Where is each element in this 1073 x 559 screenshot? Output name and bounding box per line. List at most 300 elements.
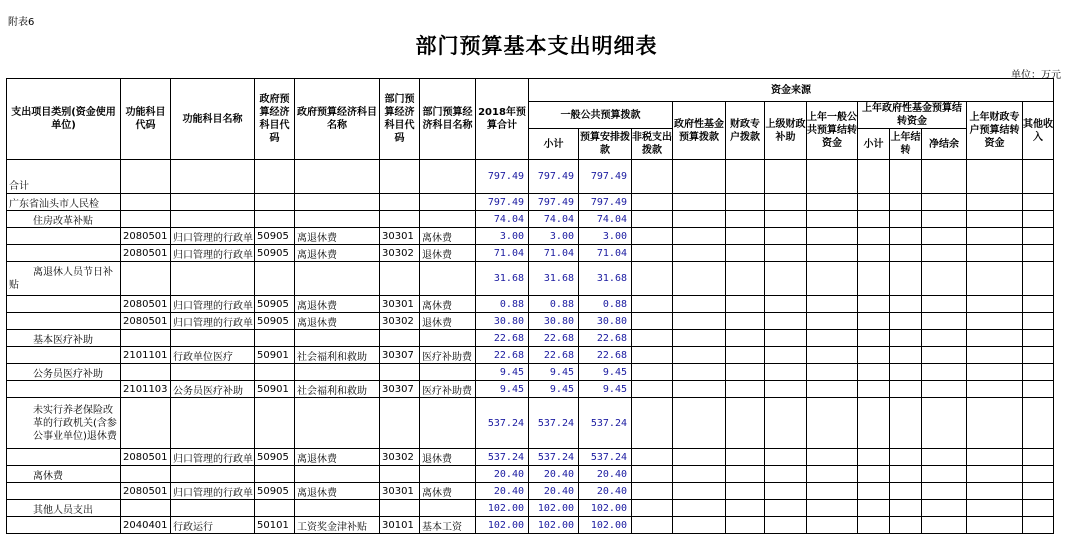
empty-cell bbox=[673, 262, 726, 296]
cell-budget-total: 31.68 bbox=[476, 262, 529, 296]
empty-cell bbox=[765, 228, 807, 245]
cell-category: 基本医疗补助 bbox=[7, 330, 121, 347]
empty-cell bbox=[807, 245, 858, 262]
empty-cell bbox=[765, 330, 807, 347]
cell-budget-total: 0.88 bbox=[476, 296, 529, 313]
cell-function-code bbox=[121, 194, 171, 211]
header-prev-special: 上年财政专户预算结转资金 bbox=[967, 102, 1023, 160]
empty-cell bbox=[890, 262, 922, 296]
cell-general-subtotal: 537.24 bbox=[529, 449, 579, 466]
empty-cell bbox=[967, 211, 1023, 228]
cell-budget-total: 102.00 bbox=[476, 500, 529, 517]
cell-gov-econ-code bbox=[255, 194, 295, 211]
cell-category bbox=[7, 228, 121, 245]
cell-gov-econ-name bbox=[295, 398, 380, 449]
empty-cell bbox=[967, 398, 1023, 449]
cell-function-code bbox=[121, 466, 171, 483]
header-general-subtotal: 小计 bbox=[529, 129, 579, 160]
empty-cell bbox=[858, 296, 890, 313]
cell-gov-econ-name: 社会福利和救助 bbox=[295, 347, 380, 364]
header-prev-general: 上年一般公共预算结转资金 bbox=[807, 102, 858, 160]
cell-gov-econ-name: 离退休费 bbox=[295, 228, 380, 245]
cell-dept-econ-name bbox=[420, 364, 476, 381]
table-row bbox=[7, 160, 1054, 194]
empty-cell bbox=[632, 364, 673, 381]
cell-general-alloc: 74.04 bbox=[579, 211, 632, 228]
empty-cell bbox=[890, 245, 922, 262]
cell-dept-econ-name bbox=[420, 330, 476, 347]
cell-dept-econ-code bbox=[380, 262, 420, 296]
empty-cell bbox=[807, 194, 858, 211]
empty-cell bbox=[632, 228, 673, 245]
empty-cell bbox=[858, 381, 890, 398]
empty-cell bbox=[765, 262, 807, 296]
cell-function-name: 归口管理的行政单 bbox=[171, 483, 255, 500]
cell-budget-total: 22.68 bbox=[476, 347, 529, 364]
empty-cell bbox=[807, 296, 858, 313]
cell-gov-econ-name: 离退休费 bbox=[295, 296, 380, 313]
empty-cell bbox=[807, 517, 858, 534]
cell-dept-econ-code bbox=[380, 211, 420, 228]
empty-cell bbox=[726, 364, 765, 381]
cell-function-code: 2101101 bbox=[121, 347, 171, 364]
empty-cell bbox=[967, 483, 1023, 500]
cell-dept-econ-name: 离休费 bbox=[420, 483, 476, 500]
empty-cell bbox=[922, 211, 967, 228]
cell-budget-total: 102.00 bbox=[476, 517, 529, 534]
empty-cell bbox=[807, 483, 858, 500]
header-prev-gov-carry: 上年结转 bbox=[890, 129, 922, 160]
cell-gov-econ-code: 50905 bbox=[255, 245, 295, 262]
cell-gov-econ-name: 离退休费 bbox=[295, 245, 380, 262]
header-function-name: 功能科目名称 bbox=[171, 79, 255, 160]
empty-cell bbox=[967, 160, 1023, 194]
cell-general-alloc: 20.40 bbox=[579, 466, 632, 483]
cell-function-name bbox=[171, 160, 255, 194]
empty-cell bbox=[765, 398, 807, 449]
header-general-budget: 一般公共预算拨款 bbox=[529, 102, 673, 129]
empty-cell bbox=[673, 211, 726, 228]
empty-cell bbox=[1023, 313, 1054, 330]
cell-gov-econ-code bbox=[255, 262, 295, 296]
empty-cell bbox=[673, 364, 726, 381]
cell-dept-econ-code: 30301 bbox=[380, 483, 420, 500]
unit-label: 单位：万元 bbox=[1011, 70, 1061, 81]
empty-cell bbox=[1023, 517, 1054, 534]
empty-cell bbox=[1023, 347, 1054, 364]
header-function-code: 功能科目代码 bbox=[121, 79, 171, 160]
cell-gov-econ-code bbox=[255, 364, 295, 381]
empty-cell bbox=[726, 483, 765, 500]
empty-cell bbox=[890, 296, 922, 313]
empty-cell bbox=[858, 398, 890, 449]
header-dept-econ-code: 部门预算经济科目代码 bbox=[380, 79, 420, 160]
cell-general-subtotal: 0.88 bbox=[529, 296, 579, 313]
cell-function-code bbox=[121, 160, 171, 194]
empty-cell bbox=[890, 330, 922, 347]
cell-gov-econ-code bbox=[255, 211, 295, 228]
cell-budget-total: 30.80 bbox=[476, 313, 529, 330]
empty-cell bbox=[858, 347, 890, 364]
empty-cell bbox=[967, 449, 1023, 466]
empty-cell bbox=[765, 517, 807, 534]
header-general-alloc: 预算安排拨款 bbox=[579, 129, 632, 160]
cell-dept-econ-code: 30302 bbox=[380, 313, 420, 330]
empty-cell bbox=[765, 466, 807, 483]
empty-cell bbox=[967, 517, 1023, 534]
cell-gov-econ-name: 离退休费 bbox=[295, 313, 380, 330]
cell-general-subtotal: 9.45 bbox=[529, 381, 579, 398]
empty-cell bbox=[632, 211, 673, 228]
empty-cell bbox=[765, 483, 807, 500]
cell-dept-econ-name bbox=[420, 398, 476, 449]
cell-function-name: 归口管理的行政单 bbox=[171, 313, 255, 330]
empty-cell bbox=[858, 194, 890, 211]
cell-category bbox=[7, 313, 121, 330]
empty-cell bbox=[967, 347, 1023, 364]
cell-general-subtotal: 71.04 bbox=[529, 245, 579, 262]
empty-cell bbox=[890, 483, 922, 500]
cell-function-name bbox=[171, 364, 255, 381]
empty-cell bbox=[673, 500, 726, 517]
cell-dept-econ-name bbox=[420, 194, 476, 211]
empty-cell bbox=[807, 330, 858, 347]
empty-cell bbox=[922, 296, 967, 313]
empty-cell bbox=[1023, 211, 1054, 228]
empty-cell bbox=[858, 160, 890, 194]
cell-budget-total: 20.40 bbox=[476, 466, 529, 483]
table-row bbox=[7, 245, 1054, 262]
table-row bbox=[7, 517, 1054, 534]
cell-function-code bbox=[121, 262, 171, 296]
empty-cell bbox=[1023, 228, 1054, 245]
empty-cell bbox=[1023, 330, 1054, 347]
empty-cell bbox=[922, 160, 967, 194]
cell-general-alloc: 797.49 bbox=[579, 160, 632, 194]
cell-category: 公务员医疗补助 bbox=[7, 364, 121, 381]
empty-cell bbox=[632, 313, 673, 330]
cell-budget-total: 537.24 bbox=[476, 449, 529, 466]
empty-cell bbox=[1023, 500, 1054, 517]
empty-cell bbox=[726, 517, 765, 534]
empty-cell bbox=[726, 245, 765, 262]
header-gov-econ-code: 政府预算经济科目代码 bbox=[255, 79, 295, 160]
empty-cell bbox=[1023, 296, 1054, 313]
empty-cell bbox=[890, 364, 922, 381]
empty-cell bbox=[1023, 449, 1054, 466]
cell-general-subtotal: 31.68 bbox=[529, 262, 579, 296]
empty-cell bbox=[967, 364, 1023, 381]
empty-cell bbox=[858, 466, 890, 483]
cell-dept-econ-code bbox=[380, 466, 420, 483]
empty-cell bbox=[858, 500, 890, 517]
cell-gov-econ-code bbox=[255, 466, 295, 483]
cell-general-alloc: 30.80 bbox=[579, 313, 632, 330]
empty-cell bbox=[967, 313, 1023, 330]
cell-general-subtotal: 74.04 bbox=[529, 211, 579, 228]
empty-cell bbox=[673, 160, 726, 194]
header-funding-sources: 资金来源 bbox=[529, 79, 1054, 102]
empty-cell bbox=[726, 330, 765, 347]
empty-cell bbox=[922, 381, 967, 398]
empty-cell bbox=[632, 398, 673, 449]
cell-dept-econ-code bbox=[380, 194, 420, 211]
header-other-income: 其他收入 bbox=[1023, 102, 1054, 160]
empty-cell bbox=[673, 228, 726, 245]
table-row bbox=[7, 398, 1054, 449]
empty-cell bbox=[673, 517, 726, 534]
empty-cell bbox=[632, 381, 673, 398]
cell-general-alloc: 3.00 bbox=[579, 228, 632, 245]
cell-dept-econ-name: 退休费 bbox=[420, 449, 476, 466]
cell-category bbox=[7, 483, 121, 500]
cell-gov-econ-name: 社会福利和救助 bbox=[295, 381, 380, 398]
header-special-account: 财政专户拨款 bbox=[726, 102, 765, 160]
cell-dept-econ-name bbox=[420, 262, 476, 296]
empty-cell bbox=[967, 262, 1023, 296]
empty-cell bbox=[967, 500, 1023, 517]
cell-function-code bbox=[121, 500, 171, 517]
empty-cell bbox=[922, 398, 967, 449]
cell-function-name bbox=[171, 398, 255, 449]
table-row bbox=[7, 364, 1054, 381]
empty-cell bbox=[922, 262, 967, 296]
cell-dept-econ-name: 医疗补助费 bbox=[420, 347, 476, 364]
cell-function-name bbox=[171, 466, 255, 483]
cell-dept-econ-code: 30101 bbox=[380, 517, 420, 534]
empty-cell bbox=[632, 296, 673, 313]
empty-cell bbox=[807, 347, 858, 364]
cell-dept-econ-code: 30301 bbox=[380, 296, 420, 313]
cell-general-subtotal: 30.80 bbox=[529, 313, 579, 330]
empty-cell bbox=[1023, 466, 1054, 483]
empty-cell bbox=[1023, 160, 1054, 194]
empty-cell bbox=[890, 500, 922, 517]
cell-category: 广东省汕头市人民检 bbox=[7, 194, 121, 211]
empty-cell bbox=[1023, 245, 1054, 262]
empty-cell bbox=[765, 194, 807, 211]
empty-cell bbox=[726, 262, 765, 296]
cell-category: 住房改革补贴 bbox=[7, 211, 121, 228]
empty-cell bbox=[673, 194, 726, 211]
empty-cell bbox=[632, 347, 673, 364]
empty-cell bbox=[922, 449, 967, 466]
cell-dept-econ-name: 基本工资 bbox=[420, 517, 476, 534]
cell-gov-econ-name bbox=[295, 500, 380, 517]
empty-cell bbox=[858, 228, 890, 245]
empty-cell bbox=[632, 483, 673, 500]
empty-cell bbox=[890, 194, 922, 211]
empty-cell bbox=[890, 517, 922, 534]
empty-cell bbox=[726, 466, 765, 483]
empty-cell bbox=[765, 160, 807, 194]
cell-dept-econ-name: 退休费 bbox=[420, 245, 476, 262]
cell-gov-econ-name bbox=[295, 364, 380, 381]
cell-general-subtotal: 102.00 bbox=[529, 517, 579, 534]
cell-general-alloc: 537.24 bbox=[579, 449, 632, 466]
cell-gov-econ-name: 离退休费 bbox=[295, 449, 380, 466]
cell-gov-econ-code: 50905 bbox=[255, 483, 295, 500]
cell-dept-econ-name bbox=[420, 160, 476, 194]
cell-general-alloc: 102.00 bbox=[579, 500, 632, 517]
empty-cell bbox=[807, 262, 858, 296]
cell-function-name bbox=[171, 500, 255, 517]
cell-gov-econ-code bbox=[255, 160, 295, 194]
cell-function-name: 归口管理的行政单 bbox=[171, 245, 255, 262]
header-project-category: 支出项目类别(资金使用单位) bbox=[7, 79, 121, 160]
cell-budget-total: 9.45 bbox=[476, 381, 529, 398]
empty-cell bbox=[765, 296, 807, 313]
attachment-label: 附表6 bbox=[8, 17, 35, 28]
empty-cell bbox=[858, 313, 890, 330]
budget-table bbox=[6, 78, 1054, 534]
empty-cell bbox=[1023, 398, 1054, 449]
header-upper-subsidy: 上级财政补助 bbox=[765, 102, 807, 160]
table-row bbox=[7, 330, 1054, 347]
empty-cell bbox=[807, 313, 858, 330]
cell-gov-econ-code: 50901 bbox=[255, 347, 295, 364]
cell-dept-econ-name bbox=[420, 500, 476, 517]
cell-category: 离退休人员节日补贴 bbox=[7, 262, 121, 296]
empty-cell bbox=[673, 347, 726, 364]
empty-cell bbox=[807, 228, 858, 245]
cell-category bbox=[7, 449, 121, 466]
header-gov-fund: 政府性基金预算拨款 bbox=[673, 102, 726, 160]
empty-cell bbox=[673, 381, 726, 398]
cell-gov-econ-code bbox=[255, 398, 295, 449]
cell-category: 未实行养老保险改革的行政机关(含参公事业单位)退休费 bbox=[7, 398, 121, 449]
cell-dept-econ-code: 30302 bbox=[380, 245, 420, 262]
cell-function-name: 行政单位医疗 bbox=[171, 347, 255, 364]
empty-cell bbox=[765, 313, 807, 330]
empty-cell bbox=[967, 466, 1023, 483]
cell-general-subtotal: 20.40 bbox=[529, 483, 579, 500]
empty-cell bbox=[858, 449, 890, 466]
empty-cell bbox=[922, 245, 967, 262]
cell-general-alloc: 102.00 bbox=[579, 517, 632, 534]
empty-cell bbox=[807, 211, 858, 228]
table-row bbox=[7, 313, 1054, 330]
header-prev-gov-subtotal: 小计 bbox=[858, 129, 890, 160]
empty-cell bbox=[632, 262, 673, 296]
cell-dept-econ-code bbox=[380, 160, 420, 194]
header-budget-total: 2018年预算合计 bbox=[476, 79, 529, 160]
empty-cell bbox=[632, 517, 673, 534]
cell-budget-total: 22.68 bbox=[476, 330, 529, 347]
empty-cell bbox=[807, 160, 858, 194]
empty-cell bbox=[890, 347, 922, 364]
empty-cell bbox=[1023, 194, 1054, 211]
empty-cell bbox=[890, 211, 922, 228]
cell-dept-econ-name: 医疗补助费 bbox=[420, 381, 476, 398]
cell-general-subtotal: 797.49 bbox=[529, 194, 579, 211]
empty-cell bbox=[807, 398, 858, 449]
cell-dept-econ-name: 退休费 bbox=[420, 313, 476, 330]
cell-function-name: 归口管理的行政单 bbox=[171, 228, 255, 245]
empty-cell bbox=[673, 313, 726, 330]
empty-cell bbox=[967, 228, 1023, 245]
cell-function-name: 归口管理的行政单 bbox=[171, 449, 255, 466]
cell-function-code: 2080501 bbox=[121, 483, 171, 500]
cell-general-subtotal: 797.49 bbox=[529, 160, 579, 194]
cell-budget-total: 3.00 bbox=[476, 228, 529, 245]
cell-general-alloc: 22.68 bbox=[579, 347, 632, 364]
empty-cell bbox=[726, 313, 765, 330]
cell-dept-econ-code bbox=[380, 398, 420, 449]
empty-cell bbox=[922, 483, 967, 500]
cell-general-subtotal: 22.68 bbox=[529, 330, 579, 347]
empty-cell bbox=[967, 296, 1023, 313]
cell-category bbox=[7, 517, 121, 534]
empty-cell bbox=[967, 381, 1023, 398]
empty-cell bbox=[858, 517, 890, 534]
empty-cell bbox=[726, 211, 765, 228]
empty-cell bbox=[922, 194, 967, 211]
empty-cell bbox=[765, 381, 807, 398]
cell-dept-econ-code bbox=[380, 364, 420, 381]
empty-cell bbox=[1023, 381, 1054, 398]
cell-general-subtotal: 102.00 bbox=[529, 500, 579, 517]
cell-general-alloc: 9.45 bbox=[579, 381, 632, 398]
empty-cell bbox=[765, 211, 807, 228]
cell-gov-econ-name: 工资奖金津补贴 bbox=[295, 517, 380, 534]
cell-function-code: 2080501 bbox=[121, 449, 171, 466]
table-row bbox=[7, 262, 1054, 296]
cell-category bbox=[7, 296, 121, 313]
empty-cell bbox=[807, 466, 858, 483]
cell-function-code: 2080501 bbox=[121, 296, 171, 313]
empty-cell bbox=[890, 160, 922, 194]
table-row bbox=[7, 228, 1054, 245]
cell-dept-econ-name: 离休费 bbox=[420, 228, 476, 245]
cell-gov-econ-code: 50905 bbox=[255, 228, 295, 245]
empty-cell bbox=[632, 466, 673, 483]
cell-function-code: 2080501 bbox=[121, 228, 171, 245]
cell-gov-econ-name: 离退休费 bbox=[295, 483, 380, 500]
cell-general-subtotal: 20.40 bbox=[529, 466, 579, 483]
cell-category bbox=[7, 381, 121, 398]
empty-cell bbox=[890, 313, 922, 330]
empty-cell bbox=[632, 160, 673, 194]
header-dept-econ-name: 部门预算经济科目名称 bbox=[420, 79, 476, 160]
empty-cell bbox=[632, 500, 673, 517]
table-row bbox=[7, 449, 1054, 466]
empty-cell bbox=[673, 398, 726, 449]
header-general-nontax: 非税支出拨款 bbox=[632, 129, 673, 160]
cell-gov-econ-code bbox=[255, 330, 295, 347]
empty-cell bbox=[922, 228, 967, 245]
table-row bbox=[7, 211, 1054, 228]
cell-budget-total: 9.45 bbox=[476, 364, 529, 381]
empty-cell bbox=[858, 245, 890, 262]
cell-function-code: 2101103 bbox=[121, 381, 171, 398]
cell-general-alloc: 537.24 bbox=[579, 398, 632, 449]
cell-gov-econ-code bbox=[255, 500, 295, 517]
empty-cell bbox=[765, 347, 807, 364]
cell-general-subtotal: 9.45 bbox=[529, 364, 579, 381]
cell-budget-total: 74.04 bbox=[476, 211, 529, 228]
cell-gov-econ-name bbox=[295, 211, 380, 228]
empty-cell bbox=[726, 500, 765, 517]
cell-general-alloc: 797.49 bbox=[579, 194, 632, 211]
empty-cell bbox=[765, 364, 807, 381]
cell-dept-econ-code: 30301 bbox=[380, 228, 420, 245]
empty-cell bbox=[632, 245, 673, 262]
empty-cell bbox=[922, 313, 967, 330]
empty-cell bbox=[1023, 364, 1054, 381]
cell-category: 离休费 bbox=[7, 466, 121, 483]
cell-general-alloc: 0.88 bbox=[579, 296, 632, 313]
